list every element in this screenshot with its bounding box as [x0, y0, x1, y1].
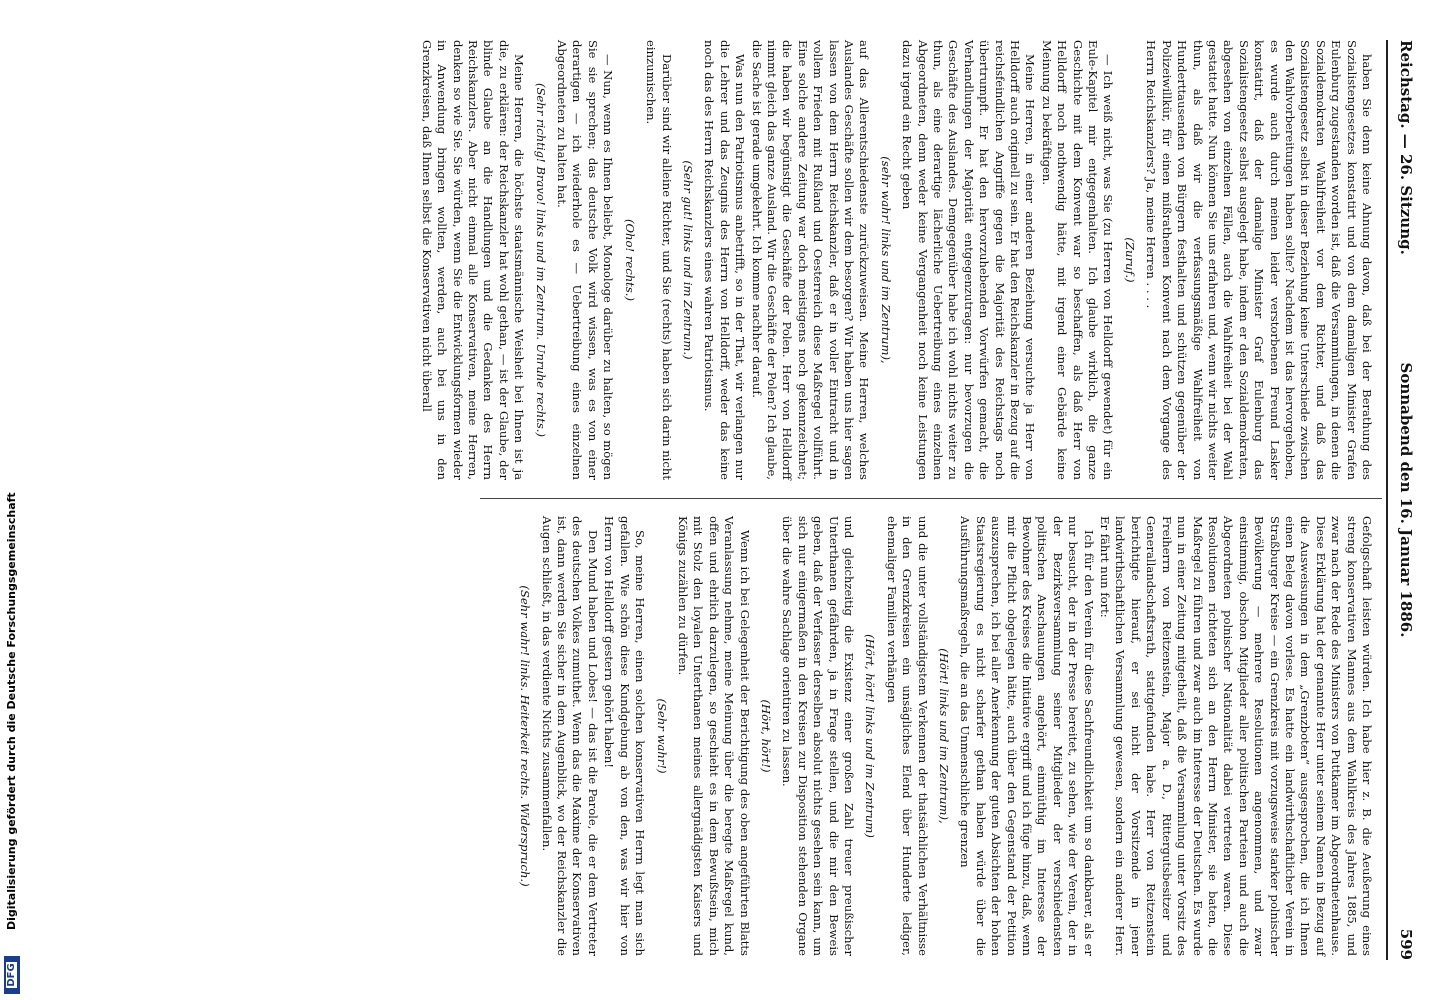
interjection: (Sehr richtig! Bravo! links und im Zentrum. Unruhe rechts.): [533, 82, 548, 438]
paragraph: Gefolgschaft leisten würden. Ich habe hier z. B. die Aeußerung eines streng konservativen Mannes aus dem Wahlkreis des Jahres 1885, und zwar nach der Rede des Ministers von Puttkamer im Abgeordnetenhause. Diese Erklärung hat der genannte Herr unter seinem Namen in Bezug auf die Ausweisungen in dem „Grenzboten“ ausgesprochen, die ich Ihnen einen Beleg davon vorlese. Es hatte ein landwirthschaftlicher Verein in Straßburger Kreise — ein Grenzkreis mit vorzugsweise starker polnischer Bevölkerung — mehrere Resolutionen angenommen, und zwar einstimmig, obschon Mitglieder aller politischen Parteien und auch die Abgeordneten polnischer Nationalität dabei vertreten waren. Diese Resolutionen richteten sich an den Herrn Minister, sie baten, die Maßregel zu führen und zwar auch im Interesse der Deutschen. Es wurde nun in einer Zeitung mitgetheilt, daß die Versammlung unter Vorsitz des Freiherrn von Reitzenstein, Major a. D., Rittergutsbesitzer und Generallandschaftsrath, stattgefunden habe. Herr von Reitzenstein berichtigte hierauf, er sei nicht der Vorsitzende in jener landwirthschaftlichen Versammlung gewesen, sondern ein anderer Herr. Er fährt nun fort:: [1098, 516, 1374, 956]
paragraph: — Ich weiß nicht, was Sie (zu Herren von Helldorff gewendet) für ein Eule-Kapitel mir entgegenhalten. Ich glaube wirklich, die ganze Geschichte mit dem Konvent war so beschaffen, als daß Herr von Helldorff noch nothwendig hätte, mit irgend einer Gebärde keine Meinung zu bekräftigen.: [1039, 40, 1116, 480]
footer-strip: [0, 0, 26, 1000]
paragraph: auf das Allerentschiedenste zurückzuweisen. Meine Herren, welches Auslandes Geschäfte sollen wir dem besorgen? Wir haben uns hier sagen lassen von dem Herrn Reichskanzler, daß er in voller Eintracht und in vollem Frieden mit Rußland und Oesterreich diese Maßregel vollführt. Eine solche andere Zeitung war doch meistigens noch gekennzeichnet; die haben wir begünstigt die Geschäfte der Polen. Herr von Helldorff nimmt gleich das ganze Ausland. Wir die Geschäfte der Polen? Ich glaube, die Sache ist gerade umgekehrt. Ich komme nachher darauf.: [749, 40, 872, 480]
interjection: (Zuruf.): [1122, 237, 1137, 283]
interjection: (sehr wahr! links und im Zentrum),: [878, 156, 893, 364]
paragraph: Wenn ich bei Gelegenheit der Berichtigung des oben angeführten Blatts Veranlassung nehme, meine Meinung über die beregte Maßregel kund, offen und ehrlich darzulegen, so geschieht es in dem Bewußtsein, mich mit Stolz den loyalen Unterthanen meines allergnädigsten Kaisers und Königs zuzählen zu dürfen.: [675, 516, 752, 956]
paragraph: haben Sie denn keine Ahnung davon, daß bei der Berathung des Sozialistengesetzes konstatirt und von dem damaligen Minister Grafen Eulenburg zugestanden worden ist, daß die Versammlungen, in denen die Sozialdemokraten Wahlfreiheit vor dem Richter, und daß das Sozialistengesetz selbst in dieser Beziehung keine Unterschiede zwischen den Wahlvorbereitungen haben sollte? Nachdem ist das hervorgehoben, es wurde auch durch meinen leider verstorbenen Freund Lasker konstatirt, daß der damalige Minister Graf Eulenburg das Sozialistengesetz selbst ausgelegt habe, indem er den Sozialdemokraten, abgesehen von einzelnen Fällen, auch die Wahlfreiheit bei der Wahl gestattet hatte. Nun können Sie uns erfahren und, wenn wir nichts weiter thun, als daß wir die verfassungsmäßige Wahlfreiheit von Hunderttausenden von Bürgern festhalten und schützen gegenüber der Polizeiwillkür, für einen mißrathenen Konvent nach dem Vorgange des Herrn Reichskanzlers? Ja, meine Herren . . . .: [1144, 40, 1374, 480]
paragraph: Darüber sind wir alleine Richter, und Sie (rechts) haben sich darin nicht einzumischen.: [644, 40, 674, 480]
interjection: (Hört, hört! links und im Zentrum): [863, 634, 878, 838]
header-rule: [1386, 40, 1388, 960]
page-number: 599: [1397, 928, 1415, 960]
footer-credit: Digitalisierung gefördert durch die Deutsche Forschungsgemeinschaft: [5, 492, 18, 930]
interjection: (Hört, hört!): [758, 699, 773, 773]
paragraph: Meine Herren, die höchste staatsmännische Weisheit bei Ihnen ist ja die, zu erklären: der Reichskanzler hat wohl gethan, — ist der Glaube, der blinde Glaube an die Handlungen und die Gedanken des Herrn Reichskanzlers. Aber nicht einmal alle Konservativen, meine Herren, denken so wie Sie. Sie würden, wenn Sie die Entwicklungsformen wieder in Anwendung bringen wollten, werden, auch bei uns in den Grenzkreisen, daß Ihnen selbst die Konservativen nicht überall: [419, 40, 527, 480]
column-divider: [480, 498, 1382, 499]
paragraph: Was nun den Patriotismus anbetrifft, so in der That, wir verlangen nur die Lehrer und das Zeugnis des Herrn von Helldorff, weder das keine noch das des Herrn Reichskanzlers eines wahren Patriotismus.: [702, 40, 748, 480]
interjection: (Sehr wahr! links. Heiterkeit rechts. Widerspruch.): [518, 585, 533, 887]
page-header: [1394, 40, 1418, 960]
header-session: Reichstag. — 26. Sitzung.: [1397, 40, 1415, 255]
dfg-logo: [4, 956, 20, 994]
interjection: (Sehr wahr!): [654, 698, 669, 774]
paragraph: und gleichzeitig die Existenz einer großen Zahl treuer preußischer Unterthanen gefährden, ja in Frage stellen, und die mir den Beweis geben, daß der Verfasser derselben absolut nichts gesehen sein kann, um sich nur einigermaßen in den Kreisen zur Disposition stehenden Organe über die wahre Sachlage orientiren zu lassen.: [780, 516, 856, 956]
header-date: Sonnabend den 16. Januar 1886.: [1397, 362, 1415, 638]
interjection: (Hört! links und im Zentrum),: [937, 648, 952, 824]
paragraph: — Nun, wenn es Ihnen beliebt, Monologe darüber zu halten, so mögen Sie sie sprechen; das deutsche Volk wird wissen, was es von einer derartigen — ich wiederhole es — Uebertreibung eines einzelnen Abgeordneten zu halten hat.: [555, 40, 616, 480]
paragraph: und die unter vollständigstem Verkennen der thatsächlichen Verhältnisse in den Grenzkreisen ein unsägliches Elend über Hunderte lediger, ehemaliger Familien verhängen: [884, 516, 930, 956]
right-column: [511, 516, 1374, 956]
paragraph: Den Mund haben und Lobes! — das ist die Parole, die er dem Vertreter des deutschen Volkes zumuthet. Wenn das die Maxime der Konservativen ist, dann werden Sie sicher in dem Augenblick, wo der Reichskanzler die Augen schließt, in das verdiente Nichts zusammenfallen.: [539, 516, 600, 956]
interjection: (Sehr gut! links und im Zentrum.): [680, 160, 695, 360]
paragraph: So, meine Herren, einen solchen konservativen Herrn legt man sich gefallen. Wie schön diese Kundgebung ab von den, was wir hier von Herrn von Helldorff gestern gehört haben!: [602, 516, 648, 956]
paragraph: Meine Herren, in einer anderen Beziehung versuchte ja Herr von Helldorff auch originell zu sein. Er hat den Reichskanzler in Bezug auf die reichsfeindlichen Angriffe gegen die Majorität des Reichstags noch übertrumpft. Er hat den hervorzuhebenden Vorwürfen gemacht, die Verhandlungen der Majorität entgegenzutragen: nur bevorzugen die Geschäfte des Auslandes. Demgegenüber habe ich wohl nichts weiter zu thun, als eine derartige lächerliche Uebertreibung eines einzelnen Abgeordneten, denn weder keine Vergangenheit noch keine Leistungen dazu irgend ein Recht geben: [900, 40, 1038, 480]
left-column: [417, 40, 1374, 480]
paragraph: Ich für den Verein für diese Sachfreundlichkeit um so dankbarer, als er nur besucht, der in der Presse bereitet, zu sehen, wie der Verein, der in der Bezirksversammlung seiner Mitglieder der verschiedensten politischen Anschauungen angehört, einmüthig im Interesse der Bewohner des Kreises die Initiative ergriff und ich füge hinzu, daß, wenn mir die Pflicht obgelegen hätte, auch über den Gegenstand der Petition auszusprechen, ich bei aller Anerkennung der guten Absichten der hohen Staatsregierung es nicht scharfer gethan haben würde über die Ausführungsmaßregeln, die an das Unmenschliche grenzen: [958, 516, 1096, 956]
dfg-logo-text: DFG: [6, 963, 17, 987]
interjection: (Oho! rechts.): [622, 219, 637, 301]
